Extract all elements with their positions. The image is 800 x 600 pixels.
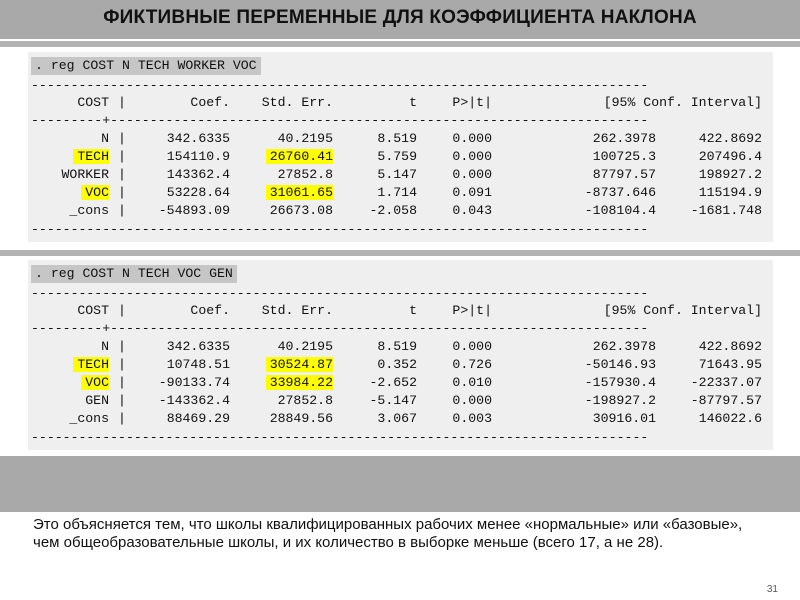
variable-name: WORKER	[61, 167, 109, 182]
std-error: 30524.87	[266, 357, 333, 372]
table-rule: ------------------------------------------------------------------------------	[31, 222, 649, 237]
std-error: 27852.8	[277, 167, 333, 182]
ci-upper: 207496.4	[698, 149, 762, 164]
header-std-err: Std. Err.	[261, 95, 333, 110]
ci-upper: 422.8692	[698, 339, 762, 354]
ci-upper: 71643.95	[698, 357, 762, 372]
header-p-value: P>|t|	[452, 303, 492, 318]
header-variable: COST	[77, 303, 109, 318]
header-conf-interval: [95% Conf. Interval]	[603, 95, 762, 110]
ci-upper: 115194.9	[698, 185, 762, 200]
ci-lower: -108104.4	[584, 203, 656, 218]
variable-name: GEN	[85, 393, 109, 408]
t-stat: 5.759	[377, 149, 417, 164]
column-separator: |	[118, 357, 126, 372]
variable-name: VOC	[81, 375, 109, 390]
column-separator: |	[118, 149, 126, 164]
column-separator: |	[118, 411, 126, 426]
p-value: 0.003	[452, 411, 492, 426]
t-stat: -2.652	[369, 375, 417, 390]
column-separator: |	[118, 393, 126, 408]
coefficient: 342.6335	[166, 131, 230, 146]
ci-upper: -87797.57	[690, 393, 762, 408]
std-error: 28849.56	[269, 411, 333, 426]
column-separator: |	[118, 167, 126, 182]
variable-name: N	[101, 131, 109, 146]
slide-title: ФИКТИВНЫЕ ПЕРЕМЕННЫЕ ДЛЯ КОЭФФИЦИЕНТА НАКЛОНА	[103, 7, 697, 28]
ci-lower: 87797.57	[592, 167, 656, 182]
p-value: 0.000	[452, 149, 492, 164]
header-std-err: Std. Err.	[261, 303, 333, 318]
t-stat: 5.147	[377, 167, 417, 182]
coefficient: -54893.09	[158, 203, 230, 218]
variable-name: _cons	[69, 203, 109, 218]
header-rule: ---------+--------------------------------------------------------------------	[31, 113, 649, 128]
explanation-text: Это объясняется тем, что школы квалифицированных рабочих менее «нормальные» или «базовые», чем общеобразовательные школы, и их количество в выборке меньше (всего 17, а не 28).	[33, 516, 743, 551]
header-coef: Coef.	[190, 95, 230, 110]
p-value: 0.091	[452, 185, 492, 200]
t-stat: 0.352	[377, 357, 417, 372]
t-stat: 1.714	[377, 185, 417, 200]
variable-name: _cons	[69, 411, 109, 426]
std-error: 27852.8	[277, 393, 333, 408]
t-stat: -5.147	[369, 393, 417, 408]
column-separator: |	[118, 203, 126, 218]
t-stat: 8.519	[377, 131, 417, 146]
coefficient: 10748.51	[166, 357, 230, 372]
column-separator: |	[118, 95, 126, 110]
coefficient: 143362.4	[166, 167, 230, 182]
coefficient: -90133.74	[158, 375, 230, 390]
page-number: 31	[766, 584, 778, 595]
column-separator: |	[118, 303, 126, 318]
ci-upper: -1681.748	[690, 203, 762, 218]
p-value: 0.043	[452, 203, 492, 218]
std-error: 31061.65	[266, 185, 333, 200]
coefficient: 342.6335	[166, 339, 230, 354]
std-error: 26760.41	[266, 149, 333, 164]
t-stat: 8.519	[377, 339, 417, 354]
ci-lower: 262.3978	[592, 131, 656, 146]
ci-lower: 262.3978	[592, 339, 656, 354]
p-value: 0.000	[452, 131, 492, 146]
t-stat: -2.058	[369, 203, 417, 218]
header-p-value: P>|t|	[452, 95, 492, 110]
std-error: 40.2195	[277, 339, 333, 354]
variable-name: TECH	[73, 357, 109, 372]
ci-upper: 422.8692	[698, 131, 762, 146]
header-coef: Coef.	[190, 303, 230, 318]
ci-lower: 30916.01	[592, 411, 656, 426]
p-value: 0.000	[452, 393, 492, 408]
coefficient: 88469.29	[166, 411, 230, 426]
column-separator: |	[118, 339, 126, 354]
header-t: t	[409, 303, 417, 318]
ci-lower: -198927.2	[584, 393, 656, 408]
column-separator: |	[118, 375, 126, 390]
header-t: t	[409, 95, 417, 110]
variable-name: N	[101, 339, 109, 354]
header-rule: ---------+--------------------------------------------------------------------	[31, 321, 649, 336]
variable-name: VOC	[81, 185, 109, 200]
ci-upper: -22337.07	[690, 375, 762, 390]
variable-name: TECH	[73, 149, 109, 164]
p-value: 0.000	[452, 339, 492, 354]
top-divider	[0, 41, 800, 47]
column-separator: |	[118, 185, 126, 200]
ci-lower: 100725.3	[592, 149, 656, 164]
p-value: 0.000	[452, 167, 492, 182]
p-value: 0.726	[452, 357, 492, 372]
ci-lower: -8737.646	[584, 185, 656, 200]
std-error: 26673.08	[269, 203, 333, 218]
ci-upper: 146022.6	[698, 411, 762, 426]
regression-command: . reg COST N TECH VOC GEN	[31, 265, 237, 283]
coefficient: 53228.64	[166, 185, 230, 200]
header-conf-interval: [95% Conf. Interval]	[603, 303, 762, 318]
coefficient: 154110.9	[166, 149, 230, 164]
coefficient: -143362.4	[158, 393, 230, 408]
table-rule: ------------------------------------------------------------------------------	[31, 430, 649, 445]
ci-lower: -157930.4	[584, 375, 656, 390]
std-error: 40.2195	[277, 131, 333, 146]
ci-upper: 198927.2	[698, 167, 762, 182]
table-rule: ------------------------------------------------------------------------------	[31, 286, 649, 301]
ci-lower: -50146.93	[584, 357, 656, 372]
bottom-band	[0, 456, 800, 512]
middle-divider	[0, 250, 800, 256]
table-rule: ------------------------------------------------------------------------------	[31, 78, 649, 93]
regression-command: . reg COST N TECH WORKER VOC	[31, 57, 261, 75]
p-value: 0.010	[452, 375, 492, 390]
t-stat: 3.067	[377, 411, 417, 426]
header-variable: COST	[77, 95, 109, 110]
column-separator: |	[118, 131, 126, 146]
std-error: 33984.22	[266, 375, 333, 390]
